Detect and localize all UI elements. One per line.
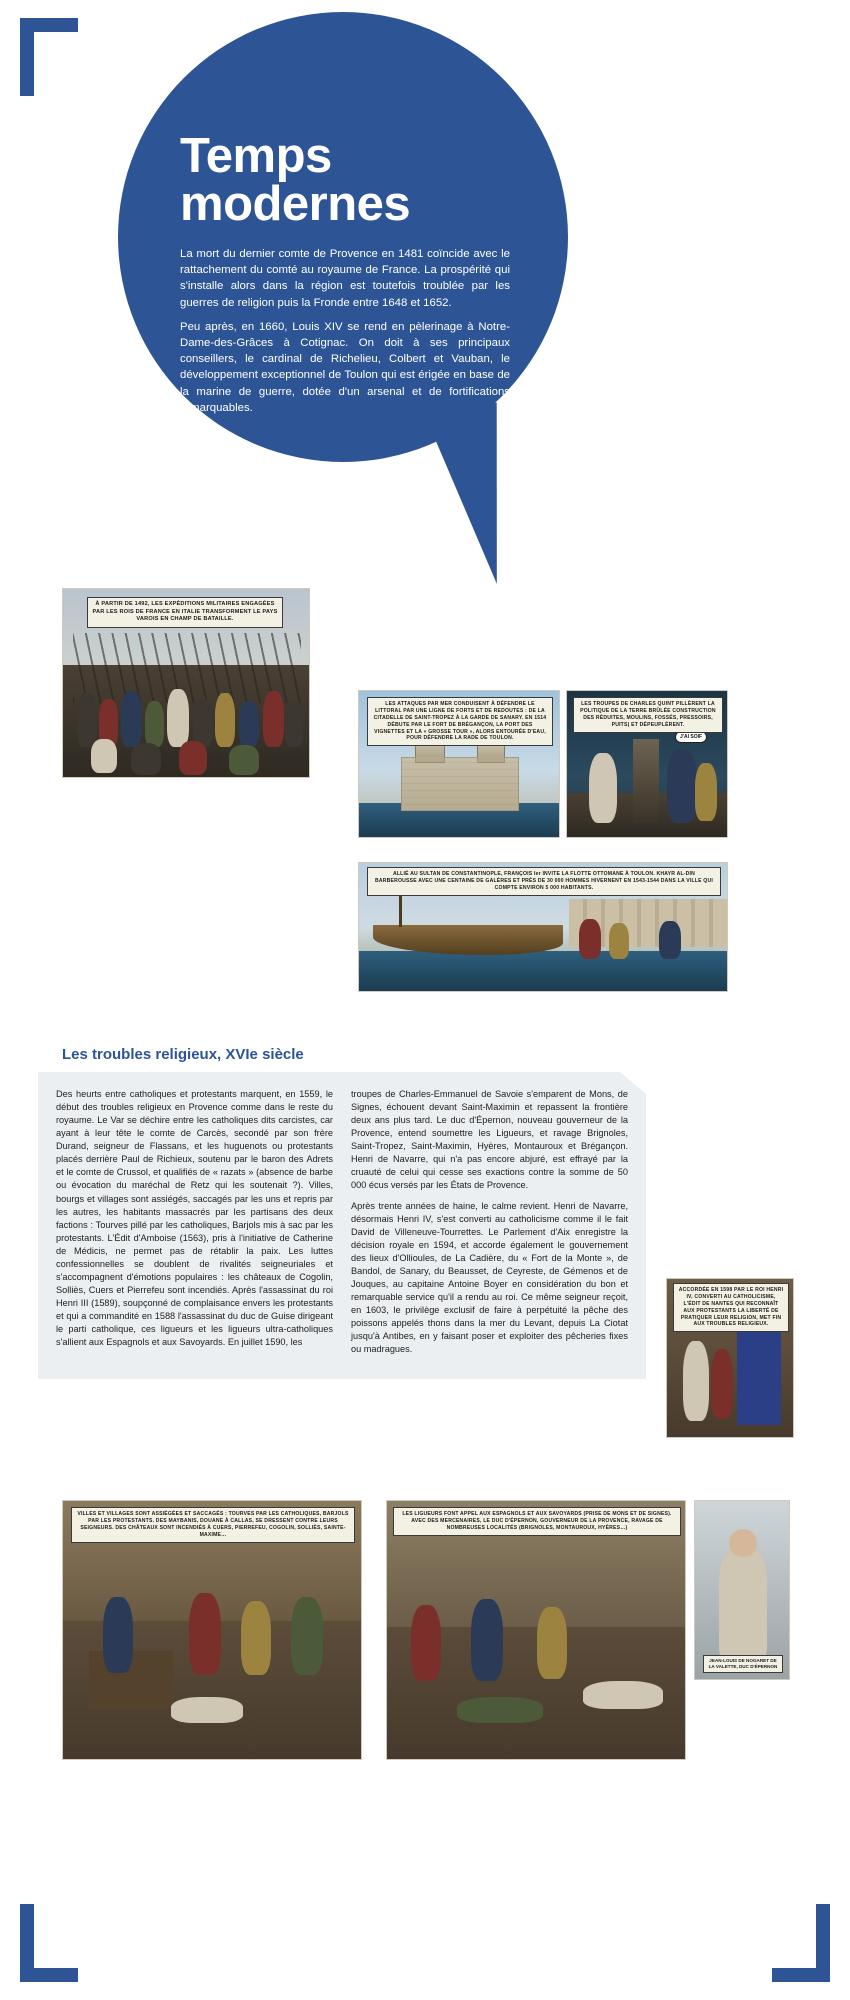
stone-pillar [633,739,659,823]
section-heading: Les troubles religieux, XVIe siècle [62,1046,304,1063]
page-title [180,129,510,232]
corner-mark-bottom-left-horizontal [20,1968,78,1982]
hero-content [180,129,510,424]
fort-stonework [401,757,519,811]
page-title-line-2: modernes [180,177,411,232]
comic-panel-duc-label: JEAN-LOUIS DE NOGARET DE LA VALETTE, DUC D'ÉPERNON [703,1655,783,1673]
comic-panel-battle [62,588,310,778]
panel-corner-notch [620,1072,646,1094]
comic-panel-night-caption: LES TROUPES DE CHARLES QUINT PILLÈRENT LA POLITIQUE DE LA TERRE BRÛLÉE CONSTRUCTION DES RÉDUITES, MOULINS, FOSSÉS, PRESSOIRS, PUITS) ET DÉPEUPLÈRENT. [573,697,723,733]
hero-speech-bubble [118,12,568,662]
comic-panel-leaguers [386,1500,686,1760]
comic-panel-villages-sacked [62,1500,362,1760]
hero-paragraph-2: Peu après, en 1660, Louis XIV se rend en pèlerinage à Notre-Dame-des-Grâces à Cotignac. On doit à ses principaux conseillers, le cardinal de Richelieu, Colbert et Vauban, le développement exceptionnel de Toulon qui est érigée en base de la marine de guerre, dotée d'un arsenal et de fortifications remarquables. [180,320,510,414]
comic-panel-edict-of-nantes [666,1278,794,1438]
comic-panel-battle-caption: À PARTIR DE 1492, LES EXPÉDITIONS MILITAIRES ENGAGÉES PAR LES ROIS DE FRANCE EN ITALIE TRANSFORMENT LE PAYS VAROIS EN CHAMP DE BATAILLE. [87,597,283,628]
corner-mark-bottom-right-horizontal [772,1968,830,1982]
article-column-left [56,1088,333,1363]
article-text-panel [38,1072,646,1379]
comic-panel-night-troops [566,690,728,838]
comic-panel-fort-caption: LES ATTAQUES PAR MER CONDUISENT À DÉFENDRE LE LITTORAL PAR UNE LIGNE DE FORTS ET DE REDOUTES : DE LA CITADELLE DE SAINT-TROPEZ À LA GARDE DE SANARY. EN 1514 DÉBUTE PAR LE FORT DE BRÉGANÇON, LA PORT DES VIGNETTES ET LA « GROSSE TOUR », ALORS ENTOURÉE D'EAU, POUR DÉFENDRE LA RADE DE TOULON. [367,697,553,746]
comic-panel-night-bubble: J'AI SOIF [675,731,707,743]
comic-panel-edict-caption: ACCORDÉE EN 1598 PAR LE ROI HENRI IV, CONVERTI AU CATHOLICISME, L'ÉDIT DE NANTES QUI RECONNAÎT AUX PROTESTANTS LA LIBERTÉ DE PRATIQUER LEUR RELIGION, MET FIN AUX TROUBLES RELIGIEUX. [673,1283,789,1332]
corner-mark-top-left-horizontal [20,18,78,32]
article-column-right [351,1088,628,1363]
page-title-line-1: Temps [180,129,332,183]
comic-panel-villages-caption: VILLES ET VILLAGES SONT ASSIÉGÉES ET SACCAGÉS : TOURVES PAR LES CATHOLIQUES, BARJOLS PAR LES PROTESTANTS. DES MAYBANIS, DOUANE À CALLAS, SE DRESSENT CONTRE LEURS SEIGNEURS. DES CHÂTEAUX SONT INCENDIÉS À CUERS, PIERREFEU, COGOLIN, SOLLIÈS, SAINTE-MAXIME… [71,1507,355,1543]
article-right-paragraph-2: Après trente années de haine, le calme revient. Henri de Navarre, désormais Henri IV, s'est converti au catholicisme comme il le fait David de Villeneuve-Tourrettes. Le Parlement d'Aix enregistre la décision royale en 1594, et accorde également le gouvernement des lieux d'Ollioules, de La Cadière, du « Fort de la Monte », de Bandol, de Sanary, du Beausset, de Ceyreste, de Gémenos et de Jouques, au capitaine Antoine Boyer en considération du bon et remarquable service qu'il a rendu au roi. Ce même seigneur reçoit, en 1603, le privilège exclusif de faire à perpétuité la pêche des poissons appelés thons dans la mer du Levant, depuis La Ciotat jusqu'à Antibes, en y faisant poser et exploiter des pêcheries fixes ou madragues. [351,1200,628,1355]
hero-paragraph-1: La mort du dernier comte de Provence en 1481 coïncide avec le rattachement du comté au royaume de France. La prospérité qui s'installe alors dans la région est toutefois troublée par les guerres de religion puis la Fronde entre 1648 et 1652. [180,248,510,309]
article-left-paragraph-1: Des heurts entre catholiques et protestants marquent, en 1559, le début des troubles religieux en Provence comme dans le reste du royaume. Le Var se déchire entre les catholiques dits carcistes, car ayant à leur tête le comte de Carcès, secondé par son frère Durand, seigneur de Flassans, et les huguenots ou protestants placés derrière Paul de Richieux, soutenu par le baron des Adrets et le comte de Crussol, et qualifiés de « razats » (absence de barbe ou évocation du maréchal de Retz qui les soutenait ?). Villes, bourgs et villages sont assiégés, saccagés par les uns et repris par les autres, les habitants massacrés par les partisans des deux factions : Tourves pillé par les catholiques, Barjols mis à sac par les protestants. L'Édit d'Amboise (1563), pris à l'initiative de Catherine de Médicis, ne permet pas de rétablir la paix. Les luttes confessionnelles se doublent de rivalités seigneuriales et s'accompagnent d'émotions populaires : les châteaux de Cogolin, Solliès, Cuers et Pierrefeu sont incendiés. Après l'assassinat du roi Henri III (1589), soupçonné de complaisance envers les protestants et qui a commandité en 1588 l'assassinat du duc de Guise dirigeant le parti catholique, ces ligueurs et les ligueurs ultra-catholiques s'allient aux Espagnols et aux Savoyards. En juillet 1590, les [56,1089,333,1348]
comic-panel-leaguers-caption: LES LIGUEURS FONT APPEL AUX ESPAGNOLS ET AUX SAVOYARDS (PRISE DE MONS ET DE SIGNES). AVEC DES MERCENAIRES, LE DUC D'ÉPERNON, GOUVERNEUR DE LA PROVENCE, RAVAGE DE NOMBREUSES LOCALITÉS (BRIGNOLES, MONTAUROUX, HYÈRES…) [393,1507,681,1536]
comic-panel-ottoman-caption: ALLIÉ AU SULTAN DE CONSTANTINOPLE, FRANÇOIS Ier INVITE LA FLOTTE OTTOMANE À TOULON. KHAYR AL-DIN BARBEROUSSE AVEC UNE CENTAINE DE GALÈRES ET PRÈS DE 30 000 HOMMES HIVERNENT EN 1543-1544 DANS LA VILLE QUI COMPTE ENVIRON 5 000 HABITANTS. [367,867,721,896]
comic-panel-fort [358,690,560,838]
portrait-head [729,1529,757,1557]
comic-panel-ottoman-fleet [358,862,728,992]
comic-panel-duc-depernon [694,1500,790,1680]
article-right-paragraph-1: troupes de Charles-Emmanuel de Savoie s'emparent de Mons, de Signes, échouent devant Saint-Maximin et repassent la frontière deux ans plus tard. Le duc d'Épernon, nouveau gouverneur de la Provence, entend soumettre les Ligueurs, et ravage Brignoles, Saint-Tropez, Saint-Maximin, Hyères, Montauroux et Brégançon. Henri de Navarre, qui n'a pas encore abjuré, est effrayé par la cruauté de celui qui cesse ses exactions contre la somme de 50 000 écus versés par les États de Provence. [351,1089,628,1191]
